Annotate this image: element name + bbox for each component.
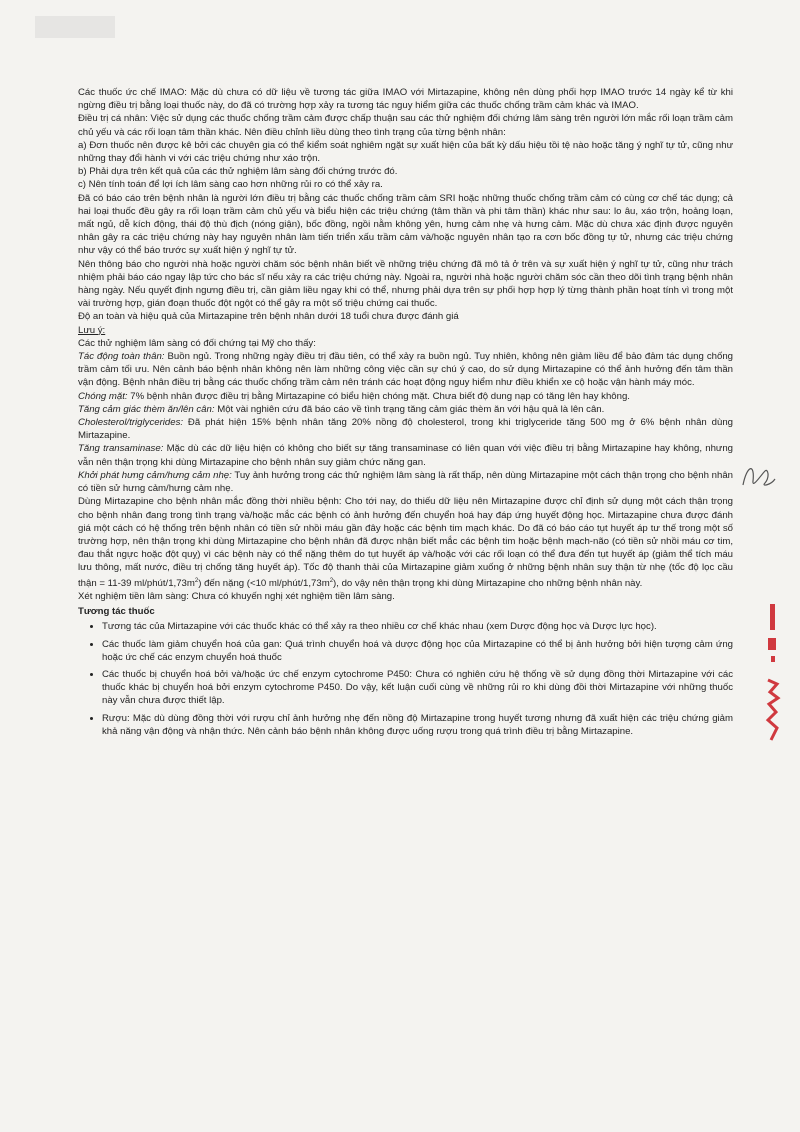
signature-mark <box>735 455 780 500</box>
paragraph: b) Phải dựa trên kết quả của các thử nghiệm lâm sàng đối chứng trước đó. <box>78 166 398 178</box>
label: Khởi phát hưng cảm/hưng cảm nhẹ: <box>78 469 232 481</box>
paragraph: Đã có báo cáo trên bệnh nhân là người lớn điều trị bằng các thuốc chống trầm cảm SRI hoặc những thuốc chống trầm cảm có cùng cơ chế tác dụng; cả hai loại thuốc đều gây ra rối loạn trầm cảm chủ yếu và biểu hiện các triệu chứng (tâm thần và phi tâm thần) khác như sau: lo âu, xáo trộn, hoảng loạn, mất ngủ, dễ kích động, thái độ thù địch (nóng giận), bốc đồng, ngồi nằm không yên, hưng cảm nhẹ và hưng cảm. Mặc dù chưa xác định được nguyên nhân gây ra các triệu chứng này hay nguyên nhân làm tiến triển xấu trầm cảm và/hoặc nguyên nhân tạo ra cơn bốc đồng tự tử, nhưng các triệu chứng như vậy có thể báo trước sự xuất hiện ý nghĩ tự tử. <box>78 192 733 257</box>
paragraph <box>78 469 733 495</box>
paragraph <box>78 403 733 416</box>
label: Chóng mặt: <box>78 390 128 402</box>
text: ) đến nặng (<10 ml/phút/1,73m <box>198 577 330 589</box>
paragraph <box>78 350 733 390</box>
paragraph <box>78 442 733 468</box>
label: Tăng transaminase: <box>78 443 164 455</box>
paragraph: c) Nên tính toán để lợi ích lâm sàng cao hơn những rủi ro có thể xảy ra. <box>78 179 383 191</box>
document-page <box>78 86 733 742</box>
superscript: 2 <box>194 577 199 584</box>
text: Đã phát hiện 15% bệnh nhân tăng 20% nồng độ cholesterol, trong khi triglyceride tăng 500 mg ở 6% bệnh nhân dùng Mirtazapine. <box>78 417 733 442</box>
text: Buồn ngủ. Trong những ngày điều trị đầu tiên, có thể xảy ra buồn ngủ. Tuy nhiên, không nên giảm liều để bảo đảm tác dụng chống trầm cảm tối ưu. Nên cảnh báo bệnh nhân không nên làm những công việc cần sự chú ý cao, do sử dụng Mirtazapine có thể ảnh hưởng đến tâm thần vận động. Bệnh nhân điều trị bằng các thuốc chống trầm cảm nên tránh các hoạt động nguy hiểm như điều khiển xe cộ hoặc vận hành máy móc. <box>78 351 733 389</box>
paragraph <box>78 112 733 138</box>
paragraph <box>78 86 733 112</box>
paragraph: Nên thông báo cho người nhà hoặc người chăm sóc bệnh nhân biết về những triệu chứng đã mô tả ở trên và sự xuất hiện ý nghĩ tự tử, cũng như trách nhiệm phải báo cáo ngay lập tức cho bác sĩ nếu xảy ra các triệu chứng này. Ngoài ra, người nhà hoặc người chăm sóc cần theo dõi tình trạng bệnh nhân hàng ngày. Nếu quyết định ngưng điều trị, cần giảm liều ngay khi có thể, nhưng phải dựa trên sự phối hợp hợp lý từng thành phần hoạt tính vì trong một vài trường hợp, gián đoạn thuốc đột ngột có thể gây ra một số triệu chứng cai thuốc. <box>78 258 733 310</box>
text: Việc sử dụng các thuốc chống trầm cảm được chấp thuận sau các thử nghiệm đối chứng lâm sàng trên người lớn mắc rối loạn trầm cảm chủ yếu và các rối loạn tâm thần khác. Nên điều chỉnh liều dùng theo tình trạng của từng bệnh nhân: <box>78 113 734 138</box>
interaction-list <box>78 620 733 738</box>
stamp-mark <box>762 600 784 750</box>
paragraph: Các thử nghiệm lâm sàng có đối chứng tại Mỹ cho thấy: <box>78 337 316 349</box>
text: ), do vậy nên thận trọng khi dùng Mirtazapine cho những bệnh nhân này. <box>333 577 643 589</box>
label: Cholesterol/triglycerides: <box>78 417 184 429</box>
paragraph <box>78 416 733 442</box>
paragraph <box>78 495 733 590</box>
list-item: • Các thuốc làm giảm chuyển hoá của gan: Quá trình chuyển hoá và dược động học của Mirtazapine có thể bị ảnh hưởng bởi hiện tượng cảm ứng hoặc ức chế các enzym chuyển hoá thuốc <box>102 638 733 664</box>
scan-smudge <box>30 8 120 48</box>
text: Mặc dù chưa có dữ liệu về tương tác giữa IMAO với Mirtazapine, không nên dùng phối hợp IMAO trước 14 ngày kể từ khi ngừng điều trị bằng loại thuốc này, do đã có trường hợp xảy ra tương tác nguy hiểm giữa các thuốc chống trầm cảm khác và IMAO. <box>78 87 733 112</box>
label: Tác động toàn thân: <box>78 351 165 363</box>
paragraph: a) Đơn thuốc nên được kê bởi các chuyên gia có thể kiểm soát nghiêm ngặt sự xuất hiện của bất kỳ dấu hiệu tồi tệ nào hoặc tăng ý nghĩ tự tử, cũng như những thay đổi hành vi với các triệu chứng như xáo trộn. <box>78 139 733 165</box>
label: Các thuốc ức chế IMAO: <box>78 87 187 98</box>
list-item: • Tương tác của Mirtazapine với các thuốc khác có thể xảy ra theo nhiều cơ chế khác nhau (xem Dược động học và Dược lực học). <box>102 620 733 633</box>
paragraph: Xét nghiệm tiền lâm sàng: Chưa có khuyến nghị xét nghiệm tiền lâm sàng. <box>78 590 395 602</box>
text: Một vài nghiên cứu đã báo cáo về tình trạng tăng cảm giác thèm ăn với hậu quả là lên cân. <box>214 403 605 415</box>
paragraph <box>78 390 733 403</box>
label: Tăng cảm giác thèm ăn/lên cân: <box>78 403 215 415</box>
section-heading: Tương tác thuốc <box>78 606 155 618</box>
text: Mặc dù các dữ liệu hiện có không cho biết sự tăng transaminase có liên quan với việc điều trị bằng Mirtazapine hay không, nhưng vẫn nên thận trọng khi dùng Mirtazapine cho bệnh nhân suy giảm chức năng gan. <box>78 443 734 468</box>
superscript: 2 <box>329 577 334 584</box>
text: Tuy ảnh hưởng trong các thử nghiệm lâm sàng là rất thấp, nên dùng Mirtazapine một cách thận trọng cho bệnh nhân có tiền sử hưng cảm/hưng cảm nhẹ. <box>78 469 733 495</box>
label: Điều trị cá nhân: <box>78 113 148 125</box>
note-heading: Lưu ý: <box>78 324 106 336</box>
text: Dùng Mirtazapine cho bệnh nhân mắc đồng thời nhiều bệnh: Cho tới nay, do thiếu dữ liệu nên Mirtazapine được chỉ định sử dụng một cách thận trọng cho bệnh nhân đang trong tình trạng và/hoặc mắc các bệnh có ảnh hưởng đến chuyển hoá hay đáp ứng huyết động học. Mirtazapine chưa được đánh giá một cách có hệ thống trên bệnh nhân có tiền sử nhồi máu gần đây hoặc các bệnh tim mạch khác. Do đã có báo cáo tụt huyết áp tư thế trong một số trường hợp, nên thận trọng khi dùng Mirtazapine cho bệnh nhân đã được nhận biết mắc các bệnh tim hoặc bệnh mạch-não (có tiền sử nhồi máu cơ tim, đau thắt ngực hoặc đột quỵ) vì các bệnh này có thể nặng thêm do tụt huyết áp và/hoặc với các rối loạn có thể đưa đến tụt huyết áp (giảm thể tích máu lưu thông, mất nước, điều trị chống tăng huyết áp). Tốc độ thanh thải của Mirtazapine giảm xuống ở những bệnh nhân suy thận từ nhẹ (tốc độ lọc cầu thận = 11-39 ml/phút/1,73m <box>78 496 733 589</box>
paragraph: Độ an toàn và hiệu quả của Mirtazapine trên bệnh nhân dưới 18 tuổi chưa được đánh giá <box>78 311 459 323</box>
list-item: • Các thuốc bị chuyển hoá bởi và/hoặc ức chế enzym cytochrome P450: Chưa có nghiên cứu hệ thống về sử dụng đồng thời Mirtazapine với các thuốc khác bị chuyển hoá bởi enzym cytochrome P450. Do vậy, kết luận cuối cùng về những rủi ro khi dùng đồi thời Mirtazapine với những thuốc này vẫn chưa được thiết lập. <box>102 668 733 708</box>
list-item: • Rượu: Mặc dù dùng đồng thời với rượu chỉ ảnh hưởng nhẹ đến nồng độ Mirtazapine trong huyết tương nhưng đã xuất hiện các triệu chứng giảm khả năng vận động và nhận thức. Nên cảnh báo bệnh nhân không được uống rượu trong quá trình điều trị bằng Mirtazapine. <box>102 712 733 738</box>
text: 7% bệnh nhân được điều trị bằng Mirtazapine có biểu hiện chóng mặt. Chưa biết độ dung nạp có tăng lên hay không. <box>127 390 630 402</box>
